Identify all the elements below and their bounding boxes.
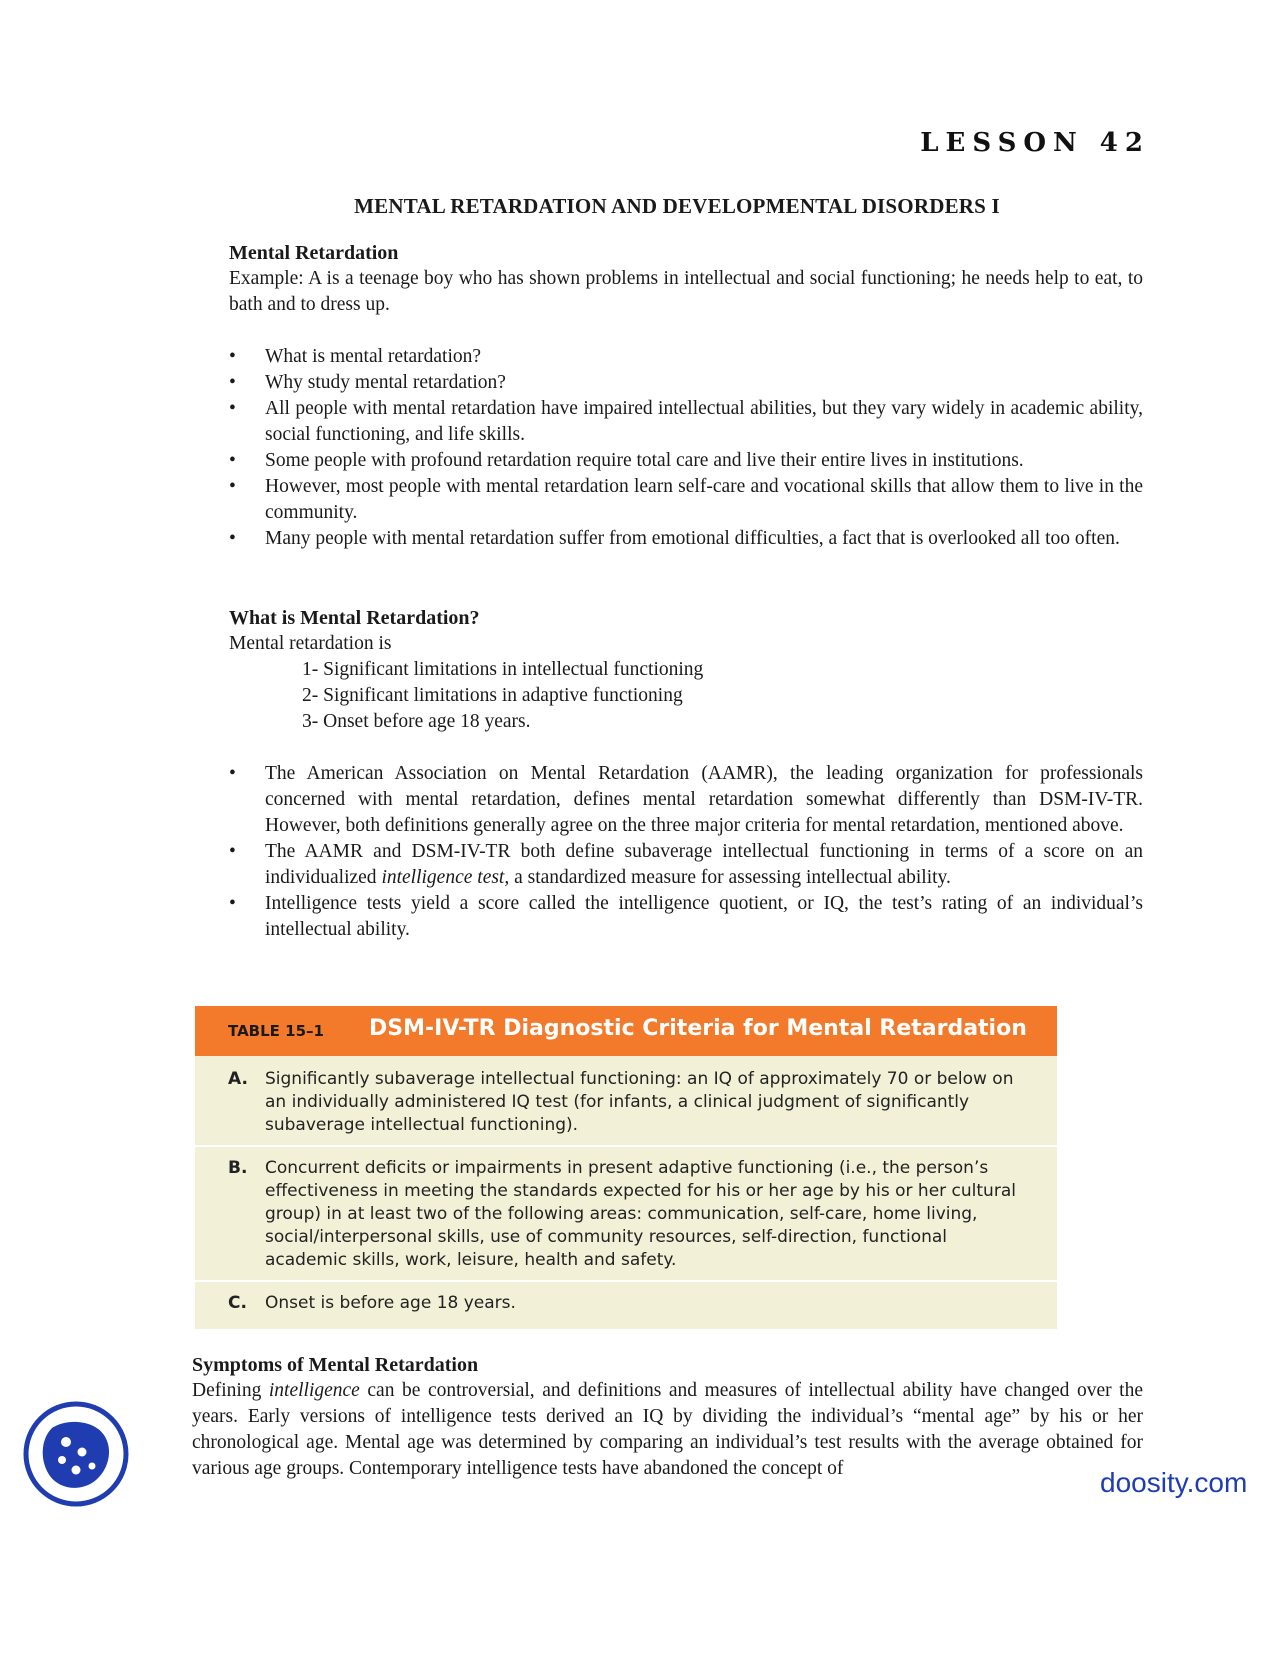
section-heading: What is Mental Retardation? — [229, 607, 480, 629]
table-label: TABLE 15–1 — [228, 1022, 324, 1040]
table-row — [195, 1280, 1057, 1329]
symptoms-paragraph: Defining intelligence can be controversial, and definitions and measures of intellectual ability have changed over the years. Early versions of intelligence tests derived an IQ by dividing the individual’s “mental age” by his or her chronological age. Mental age was determined by comparing an individual’s test results with the average obtained for various age groups. Contemporary intelligence tests have abandoned the concept of — [192, 1380, 1143, 1479]
row-text: Onset is before age 18 years. — [265, 1293, 516, 1313]
table-title: DSM-IV-TR Diagnostic Criteria for Mental Retardation — [369, 1016, 1027, 1041]
bullet-list — [229, 761, 1143, 943]
term-intelligence: intelligence — [268, 1380, 360, 1401]
list-item: • The AAMR and DSM-IV-TR both define subaverage intellectual functioning in terms of a score on an individualized intelligence test, a standardized measure for assessing intellectual ability. — [229, 839, 1143, 891]
section-heading: Symptoms of Mental Retardation — [192, 1354, 479, 1376]
watermark-text: doosity.com — [1100, 1467, 1248, 1498]
row-letter: C. — [228, 1293, 247, 1313]
row-text: Significantly subaverage intellectual functioning: an IQ of approximately 70 or below on an individually administered IQ test (for infants, a clinical judgment of significantly subaverage intellectual functioning). — [265, 1069, 1014, 1135]
criteria-table — [195, 1006, 1057, 1329]
list-item: • The American Association on Mental Retardation (AAMR), the leading organization for professionals concerned with mental retardation, defines mental retardation somewhat differently than DSM-IV-TR. However, both definitions generally agree on the three major criteria for mental retardation, mentioned above. — [229, 761, 1143, 839]
bullet-list — [229, 344, 1143, 552]
section-what-is — [229, 605, 1143, 943]
term-intelligence-test: intelligence test, — [381, 867, 510, 888]
list-item: • What is mental retardation? — [229, 344, 1143, 370]
list-item: 2- Significant limitations in adaptive functioning — [302, 685, 683, 706]
section-symptoms — [192, 1352, 1143, 1482]
section-mental-retardation — [229, 240, 1143, 552]
page-title: MENTAL RETARDATION AND DEVELOPMENTAL DISORDERS I — [354, 194, 1000, 218]
row-letter: A. — [228, 1069, 248, 1089]
example-paragraph: Example: A is a teenage boy who has shown problems in intellectual and social functioning; he needs help to eat, to bath and to dress up. — [229, 268, 1143, 315]
list-item: • Some people with profound retardation require total care and live their entire lives in institutions. — [229, 448, 1143, 474]
list-item: • Intelligence tests yield a score called the intelligence quotient, or IQ, the test’s rating of an individual’s intellectual ability. — [229, 891, 1143, 943]
row-letter: B. — [228, 1158, 248, 1178]
list-item: • However, most people with mental retardation learn self-care and vocational skills that allow them to live in the community. — [229, 474, 1143, 526]
table-row — [195, 1056, 1057, 1145]
list-item: • Many people with mental retardation suffer from emotional difficulties, a fact that is overlooked all too often. — [229, 526, 1143, 552]
section-heading: Mental Retardation — [229, 242, 399, 264]
row-text: Concurrent deficits or impairments in present adaptive functioning (i.e., the person’s effectiveness in meeting the standards expected for his or her age by his or her cultural group) in at least two of the following areas: communication, self-care, home living, social/interpersonal skills, use of community resources, self-direction, functional academic skills, work, leisure, health and safety. — [265, 1158, 1016, 1270]
intro-text: Mental retardation is — [229, 633, 392, 654]
criteria-list — [229, 657, 1143, 735]
list-item: • All people with mental retardation have impaired intellectual abilities, but they vary widely in academic ability, social functioning, and life skills. — [229, 396, 1143, 448]
list-item: 1- Significant limitations in intellectual functioning — [302, 659, 704, 680]
list-item: • Why study mental retardation? — [229, 370, 1143, 396]
table-header — [195, 1006, 1057, 1056]
list-item: 3- Onset before age 18 years. — [302, 711, 531, 732]
lesson-number: LESSON 42 — [920, 128, 1150, 158]
table-row — [195, 1145, 1057, 1280]
doosity-logo-icon — [22, 1400, 130, 1508]
